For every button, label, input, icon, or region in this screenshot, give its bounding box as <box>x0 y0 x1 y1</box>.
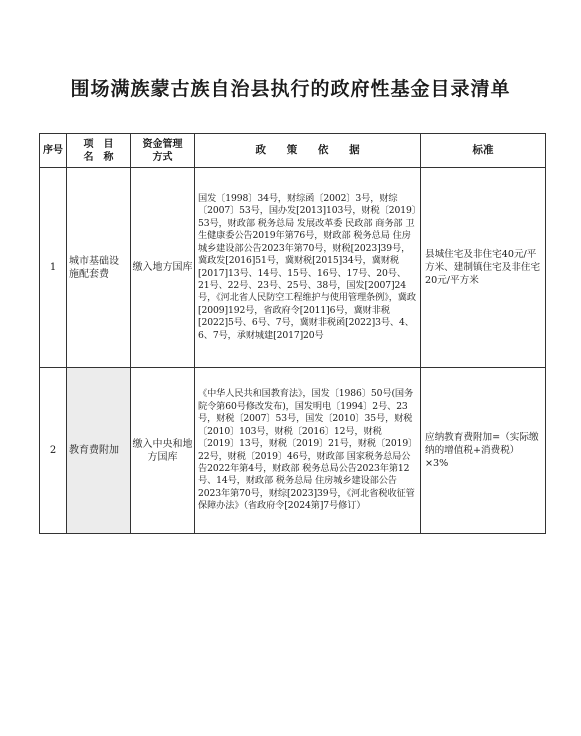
row-name: 城市基础设施配套费 <box>67 168 131 368</box>
header-seq: 序号 <box>40 134 67 168</box>
header-standard: 标准 <box>421 134 546 168</box>
fund-catalog-table <box>39 133 546 534</box>
row-basis: 国发〔1998〕34号，财综函〔2002〕3号，财综〔2007〕53号，国办发[2013]103号，财税〔2019〕53号，财政部 税务总局 发展改革委 民政部 商务部 卫生健康委公告2019年第76号，财政部 税务总局 住房城乡建设部公告2023年第70号，财税[2023]39号，冀政发[2016]51号，冀财税[2015]34号，冀财税[2017]13号、14号、15号、16号、17号、20号、21号、22号、23号、25号、38号，国发[2007]24号，《河北省人民防空工程维护与使用管理条例》，冀政[2009]192号，省政府令[2011]6号，冀财非税[2022]5号、6号、7号，冀财非税函[2022]3号、4、6、7号，承财城建[2017]20号 <box>195 168 421 368</box>
table-row <box>40 368 546 534</box>
row-name: 教育费附加 <box>67 368 131 534</box>
row-seq: 1 <box>40 168 67 368</box>
row-method: 缴入中央和地方国库 <box>131 368 195 534</box>
table-row <box>40 168 546 368</box>
row-basis: 《中华人民共和国教育法》，国发〔1986〕50号(国务院令第60号修改发布)，国发明电〔1994〕2号、23号，财税〔2007〕53号，国发〔2010〕35号，财税〔2010〕103号，财税〔2016〕12号，财税〔2019〕13号，财税〔2019〕21号，财税〔2019〕22号，财税〔2019〕46号，财政部 国家税务总局公告2022年第4号，财政部 税务总局公告2023年第12号、14号，财政部 税务总局 住房城乡建设部公告2023年第70号，财综[2023]39号，《河北省税收征管保障办法》（省政府令[2024第]7号修订） <box>195 368 421 534</box>
row-standard: 县城住宅及非住宅40元/平方米、建制镇住宅及非住宅20元/平方米 <box>421 168 546 368</box>
row-method: 缴入地方国库 <box>131 168 195 368</box>
header-method: 资金管理 方式 <box>131 134 195 168</box>
header-name: 项 目 名 称 <box>67 134 131 168</box>
row-standard: 应纳教育费附加=（实际缴纳的增值税+消费税）×3% <box>421 368 546 534</box>
row-seq: 2 <box>40 368 67 534</box>
table-header-row <box>40 134 546 168</box>
header-basis: 政 策 依 据 <box>195 134 421 168</box>
page-title: 围场满族蒙古族自治县执行的政府性基金目录清单 <box>70 78 511 100</box>
